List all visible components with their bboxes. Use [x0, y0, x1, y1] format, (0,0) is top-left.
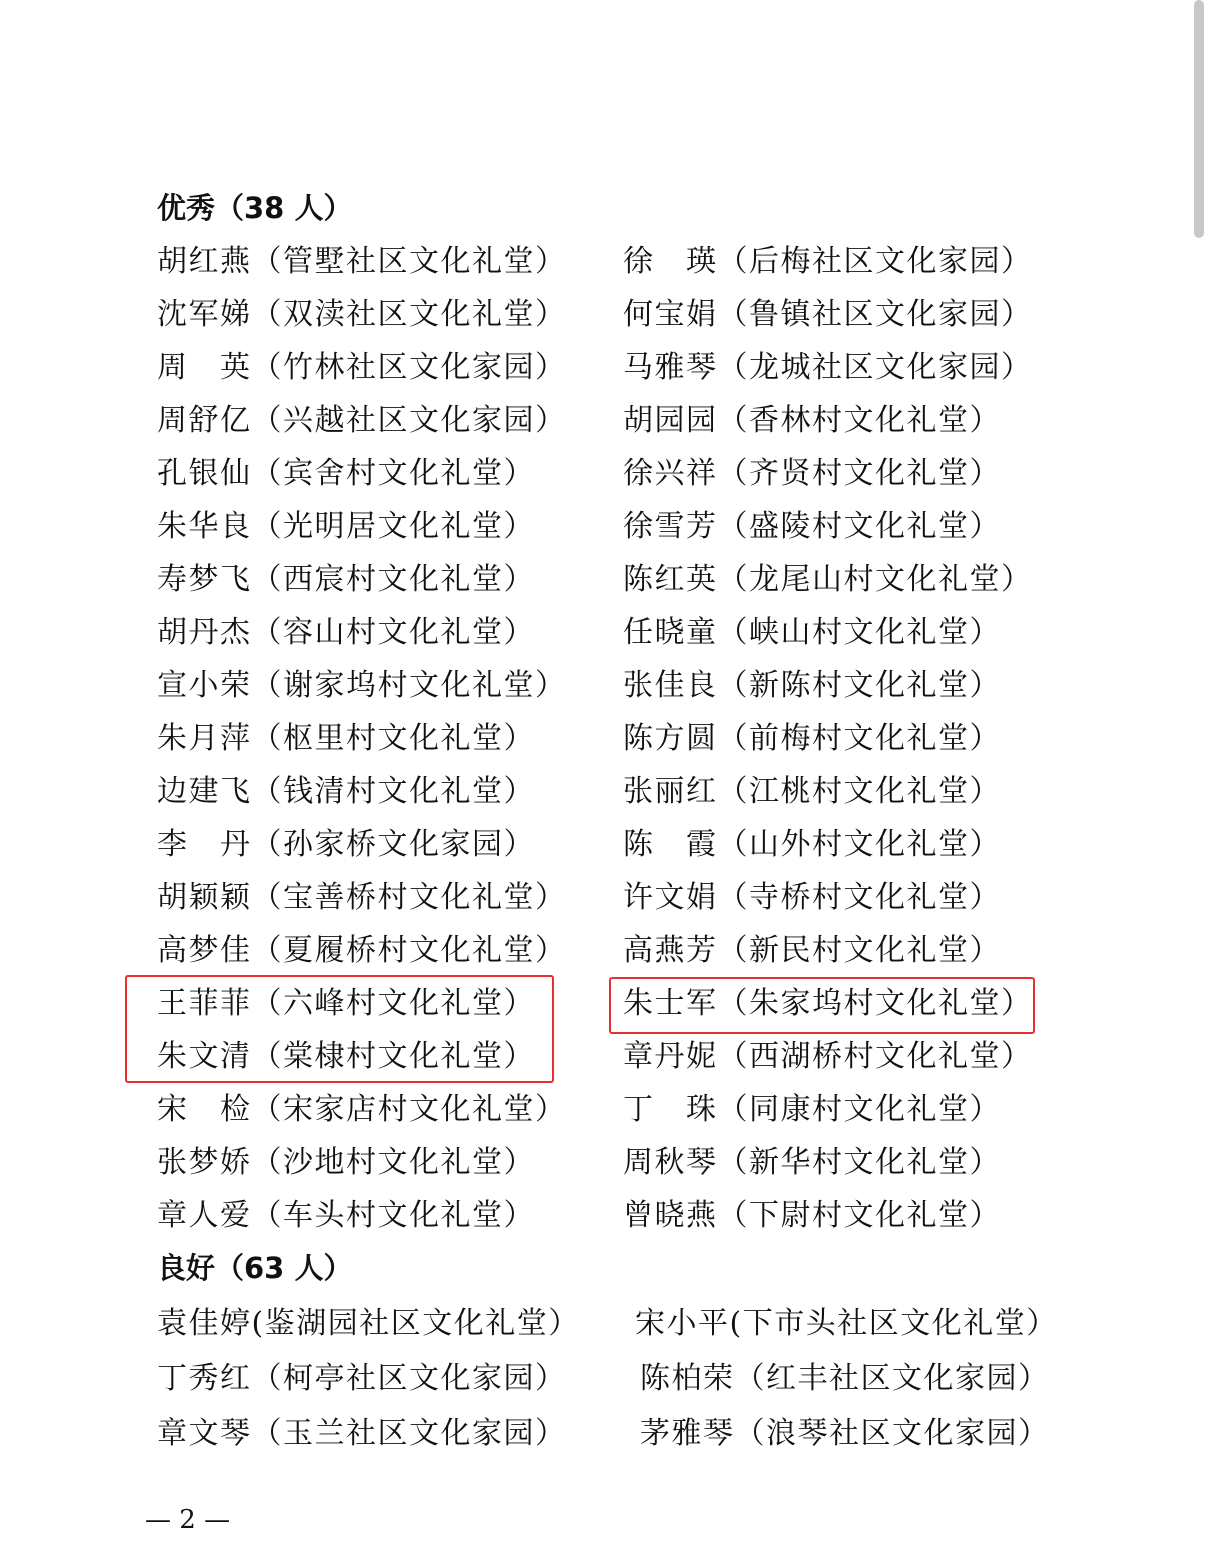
venue-name: （谢家坞村文化礼堂）	[251, 668, 567, 703]
venue-name: (鉴湖园社区文化礼堂）	[251, 1306, 580, 1341]
person-name: 王菲菲	[157, 986, 252, 1021]
person-name: 马雅琴	[623, 350, 718, 385]
person-name: 朱文清	[157, 1039, 252, 1074]
venue-name: （光明居文化礼堂）	[251, 509, 535, 544]
venue-name: （宝善桥村文化礼堂）	[251, 880, 567, 915]
venue-name: （夏履桥村文化礼堂）	[251, 933, 567, 968]
person-name: 张丽红	[623, 774, 718, 809]
person-name: 高燕芳	[623, 933, 718, 968]
person-name: 宋 检	[157, 1092, 252, 1127]
venue-name: （江桃村文化礼堂）	[717, 774, 1001, 809]
list-item	[623, 613, 1001, 653]
person-name: 周舒亿	[157, 403, 252, 438]
person-name: 陈方圆	[623, 721, 718, 756]
venue-name: （峡山村文化礼堂）	[717, 615, 1001, 650]
list-item	[623, 1143, 1001, 1183]
list-item	[623, 1037, 1033, 1077]
person-name: 朱月萍	[157, 721, 252, 756]
venue-name: （竹林社区文化家园）	[251, 350, 567, 385]
person-name: 边建飞	[157, 774, 252, 809]
venue-name: （浪琴社区文化家园）	[734, 1416, 1050, 1451]
person-name: 袁佳婷	[157, 1306, 252, 1341]
venue-name: （龙城社区文化家园）	[717, 350, 1033, 385]
person-name: 丁 珠	[623, 1092, 718, 1127]
venue-name: （车头村文化礼堂）	[251, 1198, 535, 1233]
person-name: 沈军娣	[157, 297, 252, 332]
venue-name: （孙家桥文化家园）	[251, 827, 535, 862]
venue-name: （前梅村文化礼堂）	[717, 721, 1001, 756]
list-item	[157, 666, 567, 706]
venue-name: （柯亭社区文化家园）	[251, 1361, 567, 1396]
person-name: 茅雅琴	[640, 1416, 735, 1451]
person-name: 胡丹杰	[157, 615, 252, 650]
person-name: 李 丹	[157, 827, 252, 862]
list-item	[157, 1196, 535, 1236]
list-item	[157, 825, 535, 865]
list-item	[157, 931, 567, 971]
person-name: 何宝娟	[623, 297, 718, 332]
list-item	[623, 1196, 1001, 1236]
person-name: 徐 瑛	[623, 244, 718, 279]
list-item	[623, 401, 1001, 441]
list-item	[623, 772, 1001, 812]
list-item	[157, 348, 567, 388]
venue-name: （朱家坞村文化礼堂）	[717, 986, 1033, 1021]
person-name: 章丹妮	[623, 1039, 718, 1074]
list-item	[157, 878, 567, 918]
list-item	[640, 1414, 1050, 1454]
list-item	[623, 295, 1033, 335]
list-item	[623, 560, 1033, 600]
venue-name: （寺桥村文化礼堂）	[717, 880, 1001, 915]
venue-name: （香林村文化礼堂）	[717, 403, 1001, 438]
page-number: — 2 —	[145, 1505, 231, 1535]
person-name: 丁秀红	[157, 1361, 252, 1396]
venue-name: （沙地村文化礼堂）	[251, 1145, 535, 1180]
person-name: 朱士军	[623, 986, 718, 1021]
list-item	[157, 242, 567, 282]
venue-name: （新民村文化礼堂）	[717, 933, 1001, 968]
person-name: 许文娟	[623, 880, 718, 915]
list-item	[635, 1304, 1058, 1344]
section-heading-excellent: 优秀（38 人）	[157, 191, 353, 225]
venue-name: （宋家店村文化礼堂）	[251, 1092, 567, 1127]
person-name: 胡园园	[623, 403, 718, 438]
person-name: 徐兴祥	[623, 456, 718, 491]
list-item	[157, 1359, 567, 1399]
person-name: 张梦娇	[157, 1145, 252, 1180]
venue-name: （新陈村文化礼堂）	[717, 668, 1001, 703]
highlight-box-right	[609, 977, 1035, 1034]
highlight-box-left	[125, 975, 554, 1083]
vertical-scrollbar[interactable]	[1188, 0, 1212, 1565]
person-name: 寿梦飞	[157, 562, 252, 597]
person-name: 徐雪芳	[623, 509, 718, 544]
person-name: 宋小平	[635, 1306, 730, 1341]
venue-name: （西宸村文化礼堂）	[251, 562, 535, 597]
list-item	[157, 401, 567, 441]
person-name: 任晓童	[623, 615, 718, 650]
venue-name: (下市头社区文化礼堂）	[729, 1306, 1058, 1341]
person-name: 朱华良	[157, 509, 252, 544]
venue-name: （鲁镇社区文化家园）	[717, 297, 1033, 332]
person-name: 曾晓燕	[623, 1198, 718, 1233]
venue-name: （宾舍村文化礼堂）	[251, 456, 535, 491]
person-name: 张佳良	[623, 668, 718, 703]
venue-name: （齐贤村文化礼堂）	[717, 456, 1001, 491]
venue-name: （山外村文化礼堂）	[717, 827, 1001, 862]
person-name: 章文琴	[157, 1416, 252, 1451]
venue-name: （棠棣村文化礼堂）	[251, 1039, 535, 1074]
venue-name: （枢里村文化礼堂）	[251, 721, 535, 756]
list-item	[157, 1414, 567, 1454]
scrollbar-thumb[interactable]	[1194, 0, 1204, 238]
list-item	[157, 295, 567, 335]
list-item	[157, 507, 535, 547]
venue-name: （盛陵村文化礼堂）	[717, 509, 1001, 544]
person-name: 高梦佳	[157, 933, 252, 968]
venue-name: （后梅社区文化家园）	[717, 244, 1033, 279]
person-name: 胡颖颖	[157, 880, 252, 915]
venue-name: （六峰村文化礼堂）	[251, 986, 535, 1021]
list-item	[623, 931, 1001, 971]
list-item	[623, 454, 1001, 494]
venue-name: （容山村文化礼堂）	[251, 615, 535, 650]
person-name: 陈红英	[623, 562, 718, 597]
person-name: 胡红燕	[157, 244, 252, 279]
list-item	[623, 242, 1033, 282]
list-item	[623, 878, 1001, 918]
list-item	[157, 1090, 567, 1130]
venue-name: （双渎社区文化礼堂）	[251, 297, 567, 332]
venue-name: （管墅社区文化礼堂）	[251, 244, 567, 279]
venue-name: （钱清村文化礼堂）	[251, 774, 535, 809]
list-item	[623, 1090, 1001, 1130]
list-item	[623, 348, 1033, 388]
venue-name: （红丰社区文化家园）	[734, 1361, 1050, 1396]
venue-name: （兴越社区文化家园）	[251, 403, 567, 438]
person-name: 周秋琴	[623, 1145, 718, 1180]
list-item	[623, 507, 1001, 547]
list-item	[157, 1143, 535, 1183]
list-item	[157, 454, 535, 494]
venue-name: （龙尾山村文化礼堂）	[717, 562, 1033, 597]
list-item	[157, 613, 535, 653]
section-heading-good: 良好（63 人）	[157, 1251, 353, 1285]
person-name: 陈 霞	[623, 827, 718, 862]
person-name: 章人爱	[157, 1198, 252, 1233]
list-item	[623, 666, 1001, 706]
list-item	[157, 772, 535, 812]
venue-name: （同康村文化礼堂）	[717, 1092, 1001, 1127]
venue-name: （西湖桥村文化礼堂）	[717, 1039, 1033, 1074]
person-name: 周 英	[157, 350, 252, 385]
venue-name: （玉兰社区文化家园）	[251, 1416, 567, 1451]
list-item	[157, 1304, 580, 1344]
person-name: 陈柏荣	[640, 1361, 735, 1396]
list-item	[640, 1359, 1050, 1399]
venue-name: （下尉村文化礼堂）	[717, 1198, 1001, 1233]
list-item	[623, 825, 1001, 865]
list-item	[157, 719, 535, 759]
person-name: 宣小荣	[157, 668, 252, 703]
venue-name: （新华村文化礼堂）	[717, 1145, 1001, 1180]
person-name: 孔银仙	[157, 456, 252, 491]
list-item	[157, 560, 535, 600]
list-item	[623, 719, 1001, 759]
